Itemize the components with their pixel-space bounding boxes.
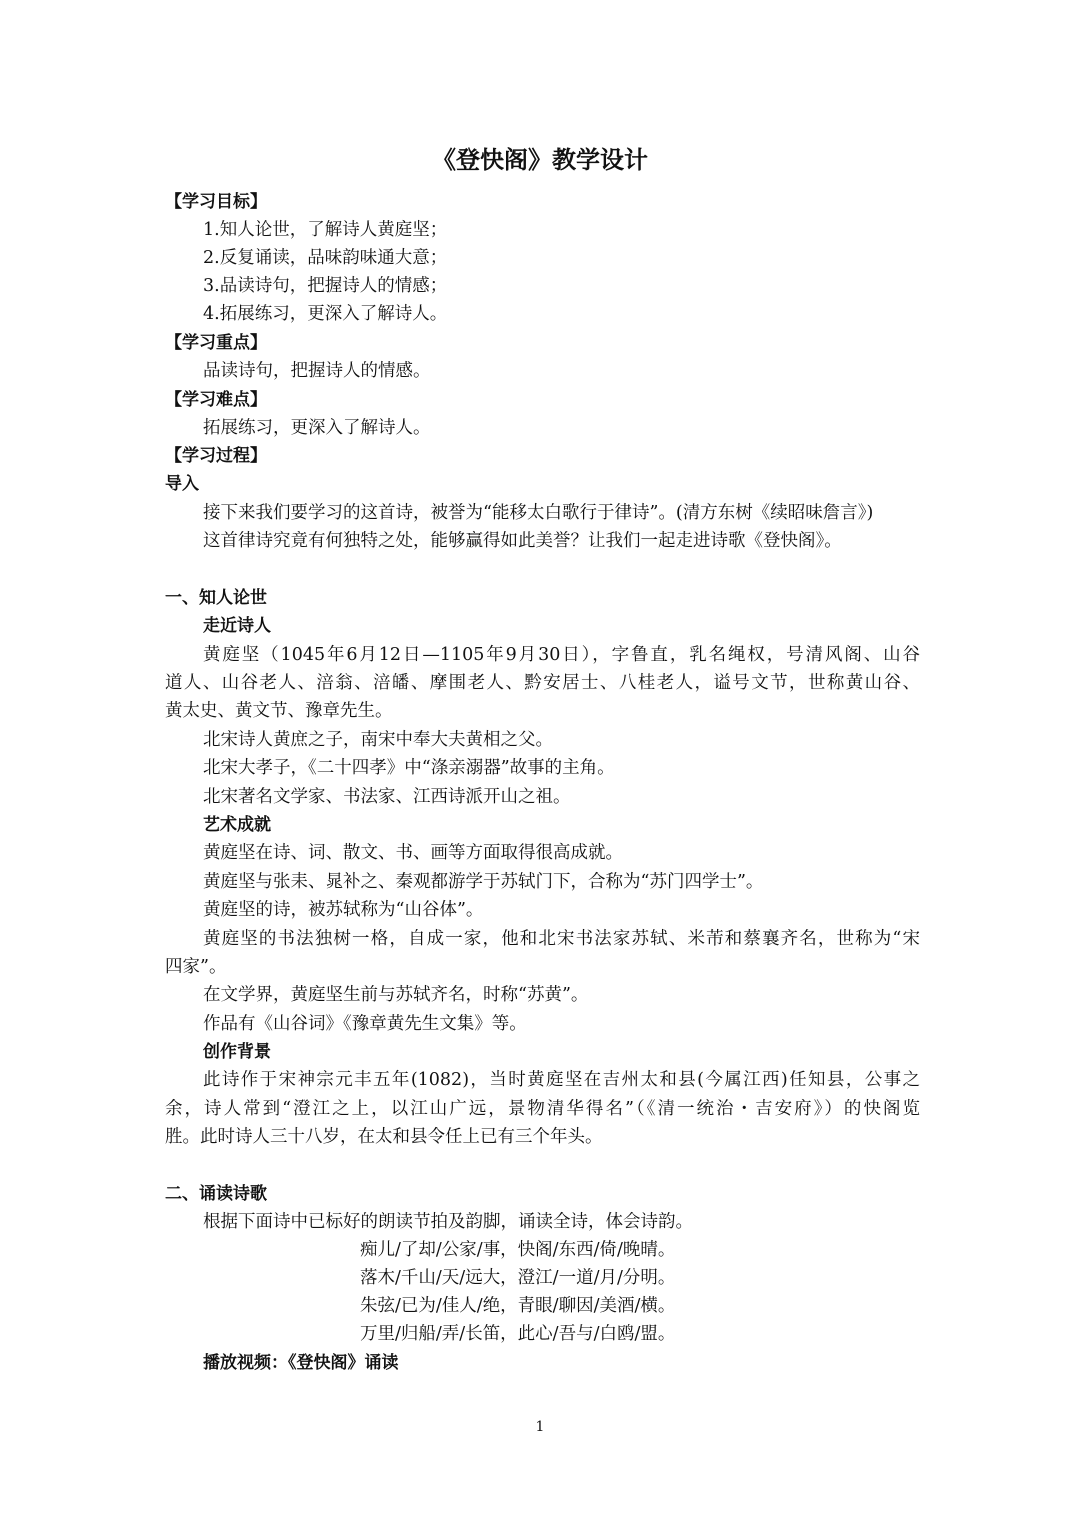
intro-line: 接下来我们要学习的这首诗，被誉为“能移太白歌行于律诗”。(清方东树《续昭味詹言》) — [203, 503, 874, 523]
bio-line: 黄庭坚（1045年6月12日—1105年9月30日），字鲁直，乳名绳权，号清风阁、山谷 — [203, 645, 920, 665]
background-line: 胜。此时诗人三十八岁，在太和县令任上已有三个年头。 — [165, 1127, 603, 1147]
goals-heading: 【学习目标】 — [165, 192, 267, 212]
focus-text: 品读诗句，把握诗人的情感。 — [203, 361, 431, 381]
background-line: 此诗作于宋神宗元丰五年(1082)，当时黄庭坚在吉州太和县(今属江西)任知县，公事之 — [203, 1070, 920, 1090]
goal-item: 3.品读诗句，把握诗人的情感； — [203, 276, 448, 296]
art-line: 黄庭坚的书法独树一格，自成一家，他和北宋书法家苏轼、米芾和蔡襄齐名，世称为“宋 — [203, 929, 920, 949]
art-line: 黄庭坚在诗、词、散文、书、画等方面取得很高成就。 — [203, 843, 623, 863]
video-note: 播放视频：《登快阁》诵读 — [203, 1353, 399, 1373]
goal-item: 1.知人论世，了解诗人黄庭坚； — [203, 220, 448, 240]
difficulty-heading: 【学习难点】 — [165, 390, 267, 410]
recite-instruction: 根据下面诗中已标好的朗读节拍及韵脚，诵读全诗，体会诗韵。 — [203, 1212, 693, 1232]
intro-line: 这首律诗究竟有何独特之处，能够赢得如此美誉？让我们一起走进诗歌《登快阁》。 — [203, 531, 842, 551]
goal-item: 4.拓展练习，更深入了解诗人。 — [203, 304, 448, 324]
process-heading: 【学习过程】 — [165, 446, 267, 466]
poem-line: 万里/归船/弄/长笛，此心/吾与/白鸥/盟。 — [360, 1324, 676, 1344]
art-line: 黄庭坚与张耒、晁补之、秦观都游学于苏轼门下，合称为“苏门四学士”。 — [203, 872, 764, 892]
art-line: 作品有《山谷词》《豫章黄先生文集》等。 — [203, 1014, 527, 1034]
bio-line: 黄太史、黄文节、豫章先生。 — [165, 701, 393, 721]
bio-line: 道人、山谷老人、涪翁、涪皤、摩围老人、黔安居士、八桂老人，谥号文节，世称黄山谷、 — [165, 673, 920, 693]
poet-subheading: 走近诗人 — [203, 616, 271, 636]
goal-item: 2.反复诵读，品味韵味通大意； — [203, 248, 448, 268]
focus-heading: 【学习重点】 — [165, 333, 267, 353]
section1-heading: 一、知人论世 — [165, 588, 267, 608]
fact-line: 北宋大孝子，《二十四孝》中“涤亲溺器”故事的主角。 — [203, 758, 615, 778]
difficulty-text: 拓展练习，更深入了解诗人。 — [203, 418, 431, 438]
page-number: 1 — [535, 1419, 545, 1435]
art-line: 四家”。 — [165, 957, 227, 977]
poem-line: 落木/千山/天/远大，澄江/一道/月/分明。 — [360, 1268, 676, 1288]
page-title: 《登快阁》教学设计 — [432, 146, 648, 174]
section2-heading: 二、诵读诗歌 — [165, 1184, 267, 1204]
poem-line: 朱弦/已为/佳人/绝，青眼/聊因/美酒/横。 — [360, 1296, 676, 1316]
art-line: 在文学界，黄庭坚生前与苏轼齐名，时称“苏黄”。 — [203, 985, 589, 1005]
art-line: 黄庭坚的诗，被苏轼称为“山谷体”。 — [203, 900, 484, 920]
background-subheading: 创作背景 — [203, 1042, 271, 1062]
intro-heading: 导入 — [165, 474, 199, 494]
fact-line: 北宋著名文学家、书法家、江西诗派开山之祖。 — [203, 787, 571, 807]
poem-line: 痴儿/了却/公家/事，快阁/东西/倚/晚晴。 — [360, 1240, 676, 1260]
art-subheading: 艺术成就 — [203, 815, 271, 835]
fact-line: 北宋诗人黄庶之子，南宋中奉大夫黄相之父。 — [203, 730, 553, 750]
background-line: 余，诗人常到“澄江之上，以江山广远，景物清华得名”（《清一统治・吉安府》）的快阁览 — [165, 1099, 920, 1119]
